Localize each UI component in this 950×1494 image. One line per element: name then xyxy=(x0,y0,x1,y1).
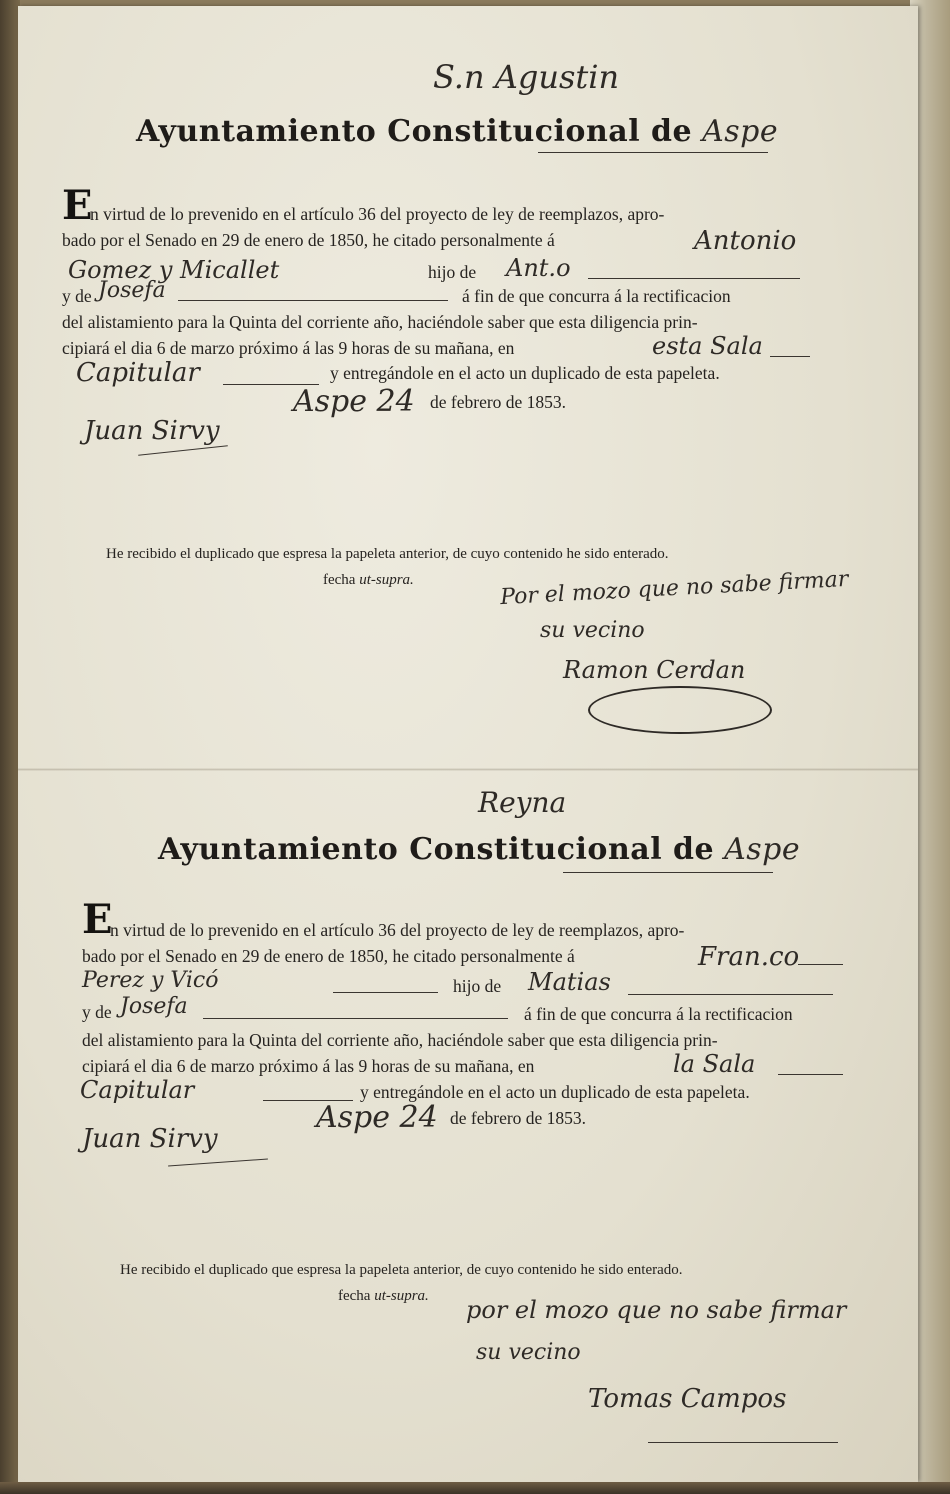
text-line-1: n virtud de lo prevenido en el artículo 36 del proyecto de ley de reemplazos, apro- xyxy=(110,920,685,940)
place-fill-line xyxy=(778,1074,843,1075)
title-place-handwriting: Aspe xyxy=(724,832,801,867)
signature-underline xyxy=(138,445,228,455)
drop-cap: E xyxy=(62,182,93,229)
receipt-fecha xyxy=(323,572,414,589)
title-text: Ayuntamiento Constitucional de xyxy=(158,832,715,867)
mother-prefix: y de xyxy=(62,286,92,306)
signature-flourish xyxy=(648,1442,838,1443)
place2-handwriting: Capitular xyxy=(76,358,200,388)
title-text: Ayuntamiento Constitucional de xyxy=(136,114,693,149)
mother-prefix: y de xyxy=(82,1002,112,1022)
mother-fill-line xyxy=(178,300,448,301)
text-line-2: bado por el Senado en 29 de enero de 1850, he citado personalmente á xyxy=(62,230,555,250)
background-left-edge xyxy=(0,0,20,1494)
father-handwriting: Ant.o xyxy=(506,254,571,282)
receipt-line: He recibido el duplicado que espresa la papeleta anterior, de cuyo contenido he sido enterado. xyxy=(106,546,669,562)
place-fill-line xyxy=(770,356,810,357)
text-line-5: del alistamiento para la Quinta del corriente año, haciéndole saber que esta diligencia prin- xyxy=(82,1030,718,1050)
witness-line-1: Por el mozo que no sabe firmar xyxy=(499,566,849,611)
receipt-fecha-word: fecha xyxy=(323,572,356,588)
receipt-fecha xyxy=(338,1288,429,1305)
place-handwriting: esta Sala xyxy=(652,332,763,360)
official-signature: Juan Sirvy xyxy=(84,416,220,446)
signature-flourish xyxy=(588,686,772,734)
mother-fill-line xyxy=(203,1018,508,1019)
official-signature: Juan Sirvy xyxy=(82,1124,218,1154)
father-fill-line xyxy=(588,278,800,279)
name-handwriting: Fran.co xyxy=(698,942,800,972)
text-line-4: á fin de que concurra á la rectificacion xyxy=(524,1004,793,1024)
name-handwriting: Antonio xyxy=(694,226,797,256)
father-fill-line xyxy=(628,994,833,995)
title-place-handwriting: Aspe xyxy=(702,114,779,149)
witness-signature: Ramon Cerdan xyxy=(563,656,746,684)
text-line-5: del alistamiento para la Quinta del corriente año, haciéndole saber que esta diligencia prin- xyxy=(62,312,698,332)
date-print: de febrero de 1853. xyxy=(430,392,567,412)
header-handwriting: Reyna xyxy=(478,786,567,819)
surname-handwriting: Gomez y Micallet xyxy=(68,256,280,284)
surname-fill-line xyxy=(333,992,438,993)
place-handwriting: la Sala xyxy=(673,1050,756,1078)
drop-cap: E xyxy=(82,896,113,943)
document-title xyxy=(158,832,800,867)
header-handwriting: S.n Agustin xyxy=(433,58,620,96)
title-fill-line xyxy=(538,152,768,153)
mother-handwriting: Josefa xyxy=(98,278,166,303)
signature-underline xyxy=(168,1159,268,1167)
surname-handwriting: Perez y Vicó xyxy=(82,968,219,993)
text-line-7: y entregándole en el acto un duplicado de esta papeleta. xyxy=(360,1082,750,1102)
receipt-supra: ut-supra. xyxy=(374,1288,429,1304)
document-title xyxy=(136,114,778,149)
mother-handwriting: Josefa xyxy=(120,994,188,1019)
receipt-line: He recibido el duplicado que espresa la papeleta anterior, de cuyo contenido he sido enterado. xyxy=(120,1262,683,1278)
receipt-fecha-word: fecha xyxy=(338,1288,371,1304)
fold-line xyxy=(18,768,918,771)
text-line-1: n virtud de lo prevenido en el artículo 36 del proyecto de ley de reemplazos, apro- xyxy=(90,204,665,224)
witness-line-1: por el mozo que no sabe firmar xyxy=(466,1296,847,1324)
date-handwriting: Aspe 24 xyxy=(316,1100,438,1135)
name-fill-line xyxy=(798,964,843,965)
witness-line-2: su vecino xyxy=(540,618,645,643)
receipt-supra: ut-supra. xyxy=(359,572,414,588)
date-handwriting: Aspe 24 xyxy=(293,384,415,419)
text-line-2: bado por el Senado en 29 de enero de 1850, he citado personalmente á xyxy=(82,946,575,966)
father-handwriting: Matias xyxy=(528,968,611,996)
witness-line-2: su vecino xyxy=(476,1340,581,1365)
text-line-4: á fin de que concurra á la rectificacion xyxy=(462,286,731,306)
text-line-6: cipiará el dia 6 de marzo próximo á las 9 horas de su mañana, en xyxy=(62,338,515,358)
hijo-label: hijo de xyxy=(453,976,502,996)
hijo-label: hijo de xyxy=(428,262,477,282)
document-page xyxy=(18,6,918,1482)
witness-signature: Tomas Campos xyxy=(588,1384,787,1414)
date-print: de febrero de 1853. xyxy=(450,1108,587,1128)
place2-handwriting: Capitular xyxy=(80,1076,195,1104)
background-bottom-edge xyxy=(0,1482,950,1494)
title-fill-line xyxy=(563,872,773,873)
text-line-7: y entregándole en el acto un duplicado de esta papeleta. xyxy=(330,363,720,383)
text-line-6: cipiará el dia 6 de marzo próximo á las 9 horas de su mañana, en xyxy=(82,1056,535,1076)
